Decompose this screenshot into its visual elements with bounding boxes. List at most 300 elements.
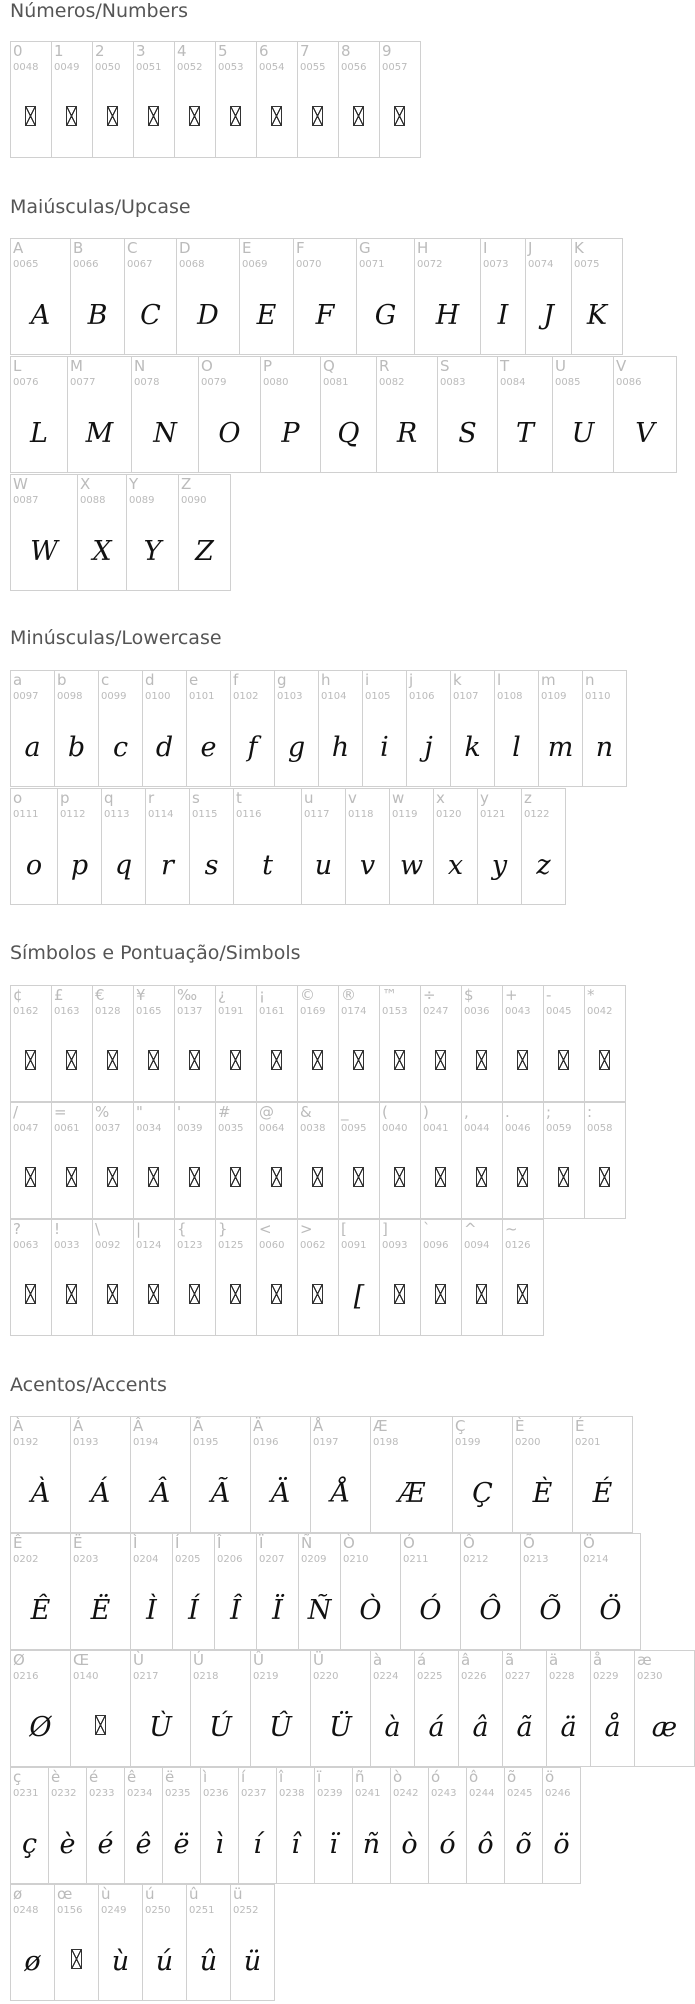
glyph-char-label: W	[13, 475, 28, 493]
glyph-char-label: Ö	[583, 1534, 595, 1552]
glyph-char-label: £	[54, 986, 64, 1004]
glyph-sample: S	[458, 417, 477, 449]
glyph-sample: Ì	[146, 1594, 157, 1626]
glyph-cell	[98, 1884, 143, 2001]
glyph-char-label: r	[148, 789, 155, 807]
glyph-cell	[131, 356, 199, 473]
glyph-code-label: 0066	[73, 259, 99, 270]
glyph-sample: K	[586, 299, 608, 331]
glyph-char-label: ç	[13, 1768, 22, 1786]
glyph-sample: u	[314, 849, 333, 881]
missing-glyph-icon	[25, 1050, 36, 1070]
glyph-cell	[370, 1650, 415, 1767]
glyph-cell	[70, 1650, 131, 1767]
glyph-row	[10, 1102, 625, 1219]
glyph-code-label: 0229	[593, 1671, 619, 1682]
glyph-sample: ô	[477, 1828, 494, 1860]
glyph-char-label: Ù	[133, 1651, 144, 1669]
glyph-sample: Õ	[539, 1594, 562, 1626]
missing-glyph-icon	[435, 1050, 446, 1070]
glyph-cell	[238, 1767, 277, 1884]
glyph-sample: ü	[243, 1945, 262, 1977]
glyph-cell	[98, 670, 143, 787]
glyph-code-label: 0113	[104, 809, 130, 820]
glyph-cell	[320, 356, 377, 473]
glyph-char-label: ø	[13, 1885, 23, 1903]
missing-glyph-icon	[107, 1284, 118, 1304]
missing-glyph-icon	[148, 1050, 159, 1070]
glyph-code-label: 0078	[134, 377, 160, 388]
glyph-cell	[379, 1219, 421, 1336]
glyph-char-label: ÷	[423, 986, 436, 1004]
glyph-code-label: 0252	[233, 1905, 259, 1916]
glyph-char-label: ò	[393, 1768, 403, 1786]
glyph-cell	[390, 1767, 429, 1884]
glyph-cell	[572, 1416, 633, 1533]
glyph-code-label: 0035	[218, 1123, 244, 1134]
glyph-char-label: ©	[300, 986, 315, 1004]
glyph-sample: E	[256, 299, 277, 331]
glyph-cell	[67, 356, 132, 473]
missing-glyph-icon	[312, 1050, 323, 1070]
glyph-sample: Ø	[29, 1711, 52, 1743]
glyph-code-label: 0123	[177, 1240, 203, 1251]
glyph-cell	[297, 1219, 339, 1336]
glyph-sample: J	[543, 299, 554, 331]
glyph-char-label: R	[379, 357, 390, 375]
glyph-cell	[461, 1102, 503, 1219]
glyph-char-label: N	[134, 357, 146, 375]
glyph-char-label: }	[218, 1220, 228, 1238]
glyph-code-label: 0161	[259, 1006, 285, 1017]
glyph-code-label: 0074	[528, 259, 554, 270]
glyph-char-label: !	[54, 1220, 61, 1238]
glyph-cell	[582, 670, 627, 787]
glyph-cell	[584, 1102, 626, 1219]
glyph-cell	[145, 788, 190, 905]
missing-glyph-icon	[353, 1167, 364, 1187]
glyph-code-label: 0100	[145, 691, 171, 702]
glyph-cell	[461, 985, 503, 1102]
glyph-code-label: 0046	[505, 1123, 531, 1134]
glyph-code-label: 0036	[464, 1006, 490, 1017]
glyph-char-label: ì	[203, 1768, 208, 1786]
glyph-char-label: O	[201, 357, 213, 375]
glyph-cell	[318, 670, 363, 787]
glyph-cell	[186, 1884, 231, 2001]
glyph-code-label: 0105	[365, 691, 391, 702]
glyph-sample: e	[200, 731, 217, 763]
glyph-code-label: 0084	[500, 377, 526, 388]
glyph-code-label: 0075	[574, 259, 600, 270]
glyph-code-label: 0192	[13, 1437, 39, 1448]
glyph-code-label: 0239	[317, 1788, 343, 1799]
glyph-code-label: 0050	[95, 62, 121, 73]
glyph-row	[10, 788, 565, 905]
glyph-char-label: ;	[546, 1103, 552, 1121]
glyph-sample: U	[571, 417, 595, 449]
glyph-cell	[480, 238, 526, 355]
glyph-cell	[420, 1102, 462, 1219]
glyph-code-label: 0110	[585, 691, 611, 702]
glyph-cell	[400, 1533, 461, 1650]
glyph-sample: g	[287, 731, 306, 763]
missing-glyph-icon	[517, 1167, 528, 1187]
glyph-code-label: 0041	[423, 1123, 449, 1134]
glyph-sample: j	[424, 731, 433, 763]
glyph-cell	[420, 1219, 462, 1336]
glyph-char-label: ™	[382, 986, 397, 1004]
glyph-cell	[51, 1219, 93, 1336]
glyph-cell	[260, 356, 321, 473]
glyph-cell	[215, 1219, 257, 1336]
glyph-char-label: +	[505, 986, 518, 1004]
glyph-char-label: È	[515, 1417, 525, 1435]
glyph-char-label: 1	[54, 42, 64, 60]
glyph-sample: Ô	[479, 1594, 502, 1626]
glyph-cell	[10, 1884, 55, 2001]
glyph-char-label: ü	[233, 1885, 243, 1903]
glyph-char-label: d	[145, 671, 155, 689]
glyph-code-label: 0241	[355, 1788, 381, 1799]
glyph-code-label: 0212	[463, 1554, 489, 1565]
glyph-cell	[10, 788, 58, 905]
glyph-char-label: Î	[217, 1534, 222, 1552]
glyph-sample: z	[536, 849, 551, 881]
glyph-code-label: 0117	[304, 809, 330, 820]
missing-glyph-icon	[476, 1050, 487, 1070]
glyph-code-label: 0071	[359, 259, 385, 270]
glyph-char-label: 8	[341, 42, 351, 60]
glyph-code-label: 0231	[13, 1788, 39, 1799]
glyph-sample: F	[315, 299, 335, 331]
missing-glyph-icon	[599, 1167, 610, 1187]
glyph-sample: É	[592, 1477, 613, 1509]
glyph-sample: Ù	[149, 1711, 172, 1743]
glyph-cell	[10, 1219, 52, 1336]
glyph-code-label: 0081	[323, 377, 349, 388]
glyph-cell	[433, 788, 478, 905]
glyph-cell	[274, 670, 319, 787]
glyph-char-label: 9	[382, 42, 392, 60]
missing-glyph-icon	[476, 1167, 487, 1187]
glyph-sample: x	[447, 849, 464, 881]
glyph-sample: w	[399, 849, 424, 881]
glyph-sample: Ã	[210, 1477, 231, 1509]
glyph-cell	[414, 238, 481, 355]
glyph-cell	[10, 1102, 52, 1219]
glyph-cell	[92, 985, 134, 1102]
glyph-char-label: Ç	[455, 1417, 466, 1435]
glyph-row	[10, 1650, 694, 1767]
glyph-code-label: 0053	[218, 62, 244, 73]
glyph-char-label: ô	[469, 1768, 479, 1786]
glyph-code-label: 0039	[177, 1123, 203, 1134]
glyph-code-label: 0077	[70, 377, 96, 388]
glyph-char-label: â	[461, 1651, 471, 1669]
glyph-char-label: ë	[165, 1768, 175, 1786]
glyph-code-label: 0246	[545, 1788, 571, 1799]
glyph-cell	[298, 1533, 341, 1650]
glyph-char-label: b	[57, 671, 67, 689]
glyph-code-label: 0043	[505, 1006, 531, 1017]
glyph-char-label: y	[480, 789, 489, 807]
glyph-cell	[542, 1767, 581, 1884]
missing-glyph-icon	[517, 1284, 528, 1304]
glyph-char-label: Í	[175, 1534, 180, 1552]
glyph-cell	[379, 985, 421, 1102]
glyph-sample: Ö	[599, 1594, 622, 1626]
glyph-code-label: 0211	[403, 1554, 429, 1565]
glyph-code-label: 0069	[242, 259, 268, 270]
glyph-sample: Ü	[329, 1711, 352, 1743]
glyph-char-label: î	[279, 1768, 284, 1786]
glyph-char-label: Œ	[73, 1651, 90, 1669]
glyph-cell	[92, 1219, 134, 1336]
glyph-sample: Á	[90, 1477, 111, 1509]
glyph-cell	[310, 1416, 371, 1533]
missing-glyph-icon	[312, 1167, 323, 1187]
glyph-sample: R	[396, 417, 418, 449]
missing-glyph-icon	[271, 106, 282, 126]
glyph-char-label: %	[95, 1103, 110, 1121]
glyph-code-label: 0201	[575, 1437, 601, 1448]
glyph-cell	[51, 41, 93, 158]
glyph-code-label: 0048	[13, 62, 39, 73]
glyph-code-label: 0088	[80, 495, 106, 506]
glyph-sample: G	[374, 299, 397, 331]
glyph-code-label: 0096	[423, 1240, 449, 1251]
glyph-cell	[502, 1650, 547, 1767]
glyph-code-label: 0045	[546, 1006, 572, 1017]
glyph-sample: n	[595, 731, 614, 763]
glyph-char-label: 7	[300, 42, 310, 60]
glyph-char-label: Ñ	[301, 1534, 313, 1552]
glyph-cell	[389, 788, 434, 905]
glyph-code-label: 0047	[13, 1123, 39, 1134]
glyph-code-label: 0205	[175, 1554, 201, 1565]
glyph-sample: î	[291, 1828, 300, 1860]
glyph-row	[10, 474, 230, 591]
glyph-sample: ì	[215, 1828, 224, 1860]
glyph-sample: C	[140, 299, 161, 331]
missing-glyph-icon	[107, 1167, 118, 1187]
glyph-char-label: Â	[133, 1417, 144, 1435]
glyph-code-label: 0059	[546, 1123, 572, 1134]
glyph-code-label: 0224	[373, 1671, 399, 1682]
missing-glyph-icon	[66, 1050, 77, 1070]
glyph-code-label: 0111	[13, 809, 39, 820]
glyph-char-label: (	[382, 1103, 388, 1121]
glyph-cell	[215, 985, 257, 1102]
glyph-cell	[10, 1416, 71, 1533]
glyph-cell	[301, 788, 346, 905]
glyph-char-label: Á	[73, 1417, 84, 1435]
missing-glyph-icon	[66, 1284, 77, 1304]
glyph-code-label: 0227	[505, 1671, 531, 1682]
glyph-cell	[133, 985, 175, 1102]
glyph-char-label: "	[136, 1103, 143, 1121]
glyph-code-label: 0140	[73, 1671, 99, 1682]
glyph-char-label: Õ	[523, 1534, 535, 1552]
glyph-cell	[379, 41, 421, 158]
glyph-code-label: 0064	[259, 1123, 285, 1134]
glyph-char-label: Ü	[313, 1651, 324, 1669]
glyph-cell	[256, 41, 298, 158]
glyph-code-label: 0204	[133, 1554, 159, 1565]
glyph-code-label: 0200	[515, 1437, 541, 1448]
glyph-code-label: 0052	[177, 62, 203, 73]
glyph-char-label: ù	[101, 1885, 111, 1903]
glyph-code-label: 0072	[417, 259, 443, 270]
missing-glyph-icon	[189, 1167, 200, 1187]
glyph-char-label: :	[587, 1103, 593, 1121]
glyph-cell	[162, 1767, 201, 1884]
glyph-sample: Å	[330, 1477, 351, 1509]
glyph-char-label: Ë	[73, 1534, 83, 1552]
glyph-code-label: 0199	[455, 1437, 481, 1448]
glyph-sample: ö	[553, 1828, 570, 1860]
glyph-cell	[126, 474, 179, 591]
glyph-cell	[352, 1767, 391, 1884]
glyph-cell	[338, 1102, 380, 1219]
missing-glyph-icon	[148, 1284, 159, 1304]
glyph-char-label: H	[417, 239, 429, 257]
missing-glyph-icon	[394, 1284, 405, 1304]
glyph-char-label: à	[373, 1651, 383, 1669]
glyph-char-label: p	[60, 789, 70, 807]
glyph-code-label: 0089	[129, 495, 155, 506]
glyph-char-label: .	[505, 1103, 510, 1121]
glyph-sample: O	[218, 417, 241, 449]
glyph-code-label: 0042	[587, 1006, 613, 1017]
glyph-char-label: ]	[382, 1220, 388, 1238]
glyph-char-label: ¡	[259, 986, 266, 1004]
glyph-sample: â	[472, 1711, 489, 1743]
glyph-code-label: 0062	[300, 1240, 326, 1251]
glyph-char-label: 3	[136, 42, 146, 60]
glyph-char-label: t	[236, 789, 242, 807]
glyph-code-label: 0049	[54, 62, 80, 73]
glyph-sample: Í	[188, 1594, 199, 1626]
glyph-char-label: Ú	[193, 1651, 204, 1669]
glyph-char-label: ñ	[355, 1768, 365, 1786]
glyph-char-label: û	[189, 1885, 199, 1903]
missing-glyph-icon	[271, 1167, 282, 1187]
glyph-code-label: 0165	[136, 1006, 162, 1017]
glyph-cell	[10, 41, 52, 158]
glyph-sample: ñ	[362, 1828, 381, 1860]
glyph-code-label: 0122	[524, 809, 550, 820]
glyph-cell	[10, 670, 55, 787]
glyph-cell	[133, 1102, 175, 1219]
glyph-sample: ç	[21, 1828, 38, 1860]
glyph-code-label: 0060	[259, 1240, 285, 1251]
glyph-cell	[338, 1219, 380, 1336]
glyph-cell	[256, 1219, 298, 1336]
glyph-cell	[461, 1219, 503, 1336]
glyph-cell	[466, 1767, 505, 1884]
glyph-sample: æ	[651, 1711, 678, 1743]
glyph-cell	[552, 356, 614, 473]
glyph-sample: a	[24, 731, 41, 763]
glyph-cell	[256, 1102, 298, 1219]
glyph-code-label: 0169	[300, 1006, 326, 1017]
glyph-code-label: 0126	[505, 1240, 531, 1251]
glyph-cell	[86, 1767, 125, 1884]
glyph-code-label: 0218	[193, 1671, 219, 1682]
glyph-sample: s	[204, 849, 219, 881]
glyph-cell	[214, 1533, 257, 1650]
glyph-code-label: 0128	[95, 1006, 121, 1017]
glyph-sample: û	[199, 1945, 218, 1977]
glyph-code-label: 0086	[616, 377, 642, 388]
glyph-cell	[584, 985, 626, 1102]
glyph-char-label: 6	[259, 42, 269, 60]
glyph-row	[10, 41, 420, 158]
glyph-code-label: 0034	[136, 1123, 162, 1134]
glyph-char-label: X	[80, 475, 91, 493]
glyph-code-label: 0092	[95, 1240, 121, 1251]
glyph-char-label: Ê	[13, 1534, 23, 1552]
glyph-char-label: \	[95, 1220, 101, 1238]
glyph-cell	[504, 1767, 543, 1884]
missing-glyph-icon	[353, 1050, 364, 1070]
glyph-char-label: U	[555, 357, 566, 375]
glyph-char-label: `	[423, 1220, 431, 1238]
glyph-sample: y	[491, 849, 508, 881]
glyph-row	[10, 356, 676, 473]
glyph-code-label: 0094	[464, 1240, 490, 1251]
glyph-char-label: €	[95, 986, 105, 1004]
glyph-sample: è	[59, 1828, 76, 1860]
glyph-cell	[200, 1767, 239, 1884]
glyph-code-label: 0097	[13, 691, 39, 702]
glyph-cell	[133, 1219, 175, 1336]
glyph-cell	[613, 356, 677, 473]
glyph-cell	[142, 1884, 187, 2001]
glyph-char-label: D	[179, 239, 191, 257]
glyph-sample: k	[464, 731, 481, 763]
glyph-cell	[239, 238, 294, 355]
glyph-row	[10, 1884, 274, 2001]
glyph-code-label: 0174	[341, 1006, 367, 1017]
glyph-code-label: 0250	[145, 1905, 171, 1916]
glyph-cell	[437, 356, 498, 473]
glyph-code-label: 0219	[253, 1671, 279, 1682]
glyph-cell	[174, 1219, 216, 1336]
glyph-sample: å	[604, 1711, 621, 1743]
missing-glyph-icon	[25, 1284, 36, 1304]
glyph-char-label: j	[409, 671, 414, 689]
glyph-code-label: 0195	[193, 1437, 219, 1448]
glyph-code-label: 0121	[480, 809, 506, 820]
glyph-cell	[176, 238, 240, 355]
glyph-char-label: ^	[464, 1220, 477, 1238]
glyph-cell	[70, 238, 125, 355]
glyph-cell	[502, 985, 544, 1102]
glyph-code-label: 0232	[51, 1788, 77, 1799]
glyph-code-label: 0234	[127, 1788, 153, 1799]
glyph-char-label: #	[218, 1103, 231, 1121]
glyph-code-label: 0235	[165, 1788, 191, 1799]
missing-glyph-icon	[230, 1284, 241, 1304]
glyph-cell	[370, 1416, 453, 1533]
glyph-cell	[54, 670, 99, 787]
missing-glyph-icon	[435, 1167, 446, 1187]
glyph-cell	[297, 1102, 339, 1219]
glyph-sample: Ë	[90, 1594, 111, 1626]
